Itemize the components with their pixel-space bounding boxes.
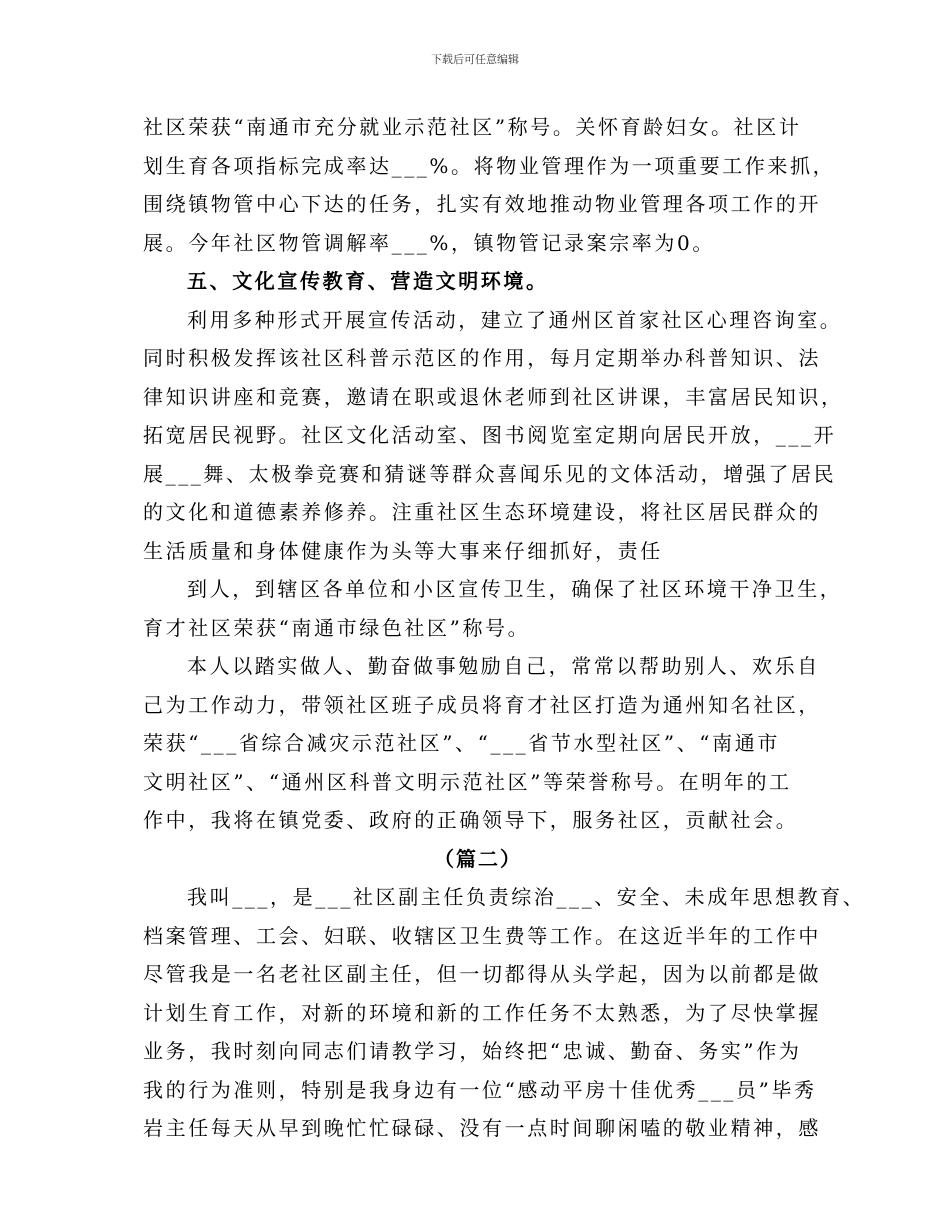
paragraph-line: 生活质量和身体健康作为头等大事来仔细抓好，责任 bbox=[143, 538, 663, 563]
paragraph-line: 作中，我将在镇党委、政府的正确领导下，服务社区，贡献社会。 bbox=[143, 808, 799, 832]
paragraph-line: 的文化和道德素养修养。注重社区生态环境建设，将社区居民群众的 bbox=[143, 500, 821, 524]
paragraph-line: 荣获“___省综合减灾示范社区”、“___省节水型社区”、“南通市 bbox=[143, 731, 780, 755]
paragraph-line: 档案管理、工会、妇联、收辖区卫生费等工作。在这近半年的工作中 bbox=[143, 923, 821, 948]
paragraph-line: 业务，我时刻向同志们请教学习，始终把“忠诚、勤奋、务实”作为 bbox=[143, 1039, 802, 1063]
paragraph-line: 育才社区荣获“南通市绿色社区”称号。 bbox=[143, 615, 531, 640]
paragraph-line: 己为工作动力，带领社区班子成员将育才社区打造为通州知名社区， bbox=[143, 692, 821, 717]
paragraph-line: 到人，到辖区各单位和小区宣传卫生，确保了社区环境干净卫生， bbox=[187, 577, 843, 601]
paragraph-line: 围绕镇物管中心下达的任务，扎实有效地推动物业管理各项工作的开 bbox=[143, 192, 821, 216]
paragraph-line: 尽管我是一名老社区副主任，但一切都得从头学起，因为以前都是做 bbox=[143, 962, 821, 986]
paragraph-line: 计划生育工作，对新的环境和新的工作任务不太熟悉，为了尽快掌握 bbox=[143, 1000, 821, 1025]
paragraph-line: 利用多种形式开展宣传活动，建立了通州区首家社区心理咨询室。 bbox=[187, 307, 843, 332]
paragraph-line: 我叫___，是___社区副主任负责综治___、安全、未成年思想教育、 bbox=[187, 885, 866, 909]
paragraph-line: 本人以踏实做人、勤奋做事勉励自己，常常以帮助别人、欢乐自 bbox=[187, 654, 820, 678]
paragraph-line: 拓宽居民视野。社区文化活动室、图书阅览室定期向居民开放，___开 bbox=[143, 423, 837, 447]
paragraph-line: 我的行为准则，特别是我身边有一位“感动平房十佳优秀___员”毕秀 bbox=[143, 1077, 817, 1102]
paragraph-line: 展。今年社区物管调解率___%，镇物管记录案宗率为0。 bbox=[143, 230, 715, 255]
document-body bbox=[143, 108, 866, 1148]
chapter-title: （篇二） bbox=[434, 846, 522, 871]
paragraph-line: 律知识讲座和竞赛，邀请在职或退休老师到社区讲课，丰富居民知识， bbox=[143, 384, 844, 409]
section-heading: 五、文化宣传教育、营造文明环境。 bbox=[187, 269, 549, 293]
paragraph-line: 社区荣获“南通市充分就业示范社区”称号。关怀育龄妇女。社区计 bbox=[143, 115, 802, 139]
paragraph-line: 展___舞、太极拳竞赛和猜谜等群众喜闻乐见的文体活动，增强了居民 bbox=[143, 461, 837, 486]
page-header-caption: 下载后可任意编辑 bbox=[431, 53, 519, 66]
paragraph-line: 岩主任每天从早到晚忙忙碌碌、没有一点时间聊闲嗑的敬业精神，感 bbox=[143, 1116, 821, 1140]
paragraph-line: 划生育各项指标完成率达___%。将物业管理作为一项重要工作来抓， bbox=[143, 153, 836, 178]
paragraph-line: 文明社区”、“通州区科普文明示范社区”等荣誉称号。在明年的工 bbox=[143, 769, 792, 794]
paragraph-line: 同时积极发挥该社区科普示范区的作用，每月定期举办科普知识、法 bbox=[143, 346, 821, 370]
